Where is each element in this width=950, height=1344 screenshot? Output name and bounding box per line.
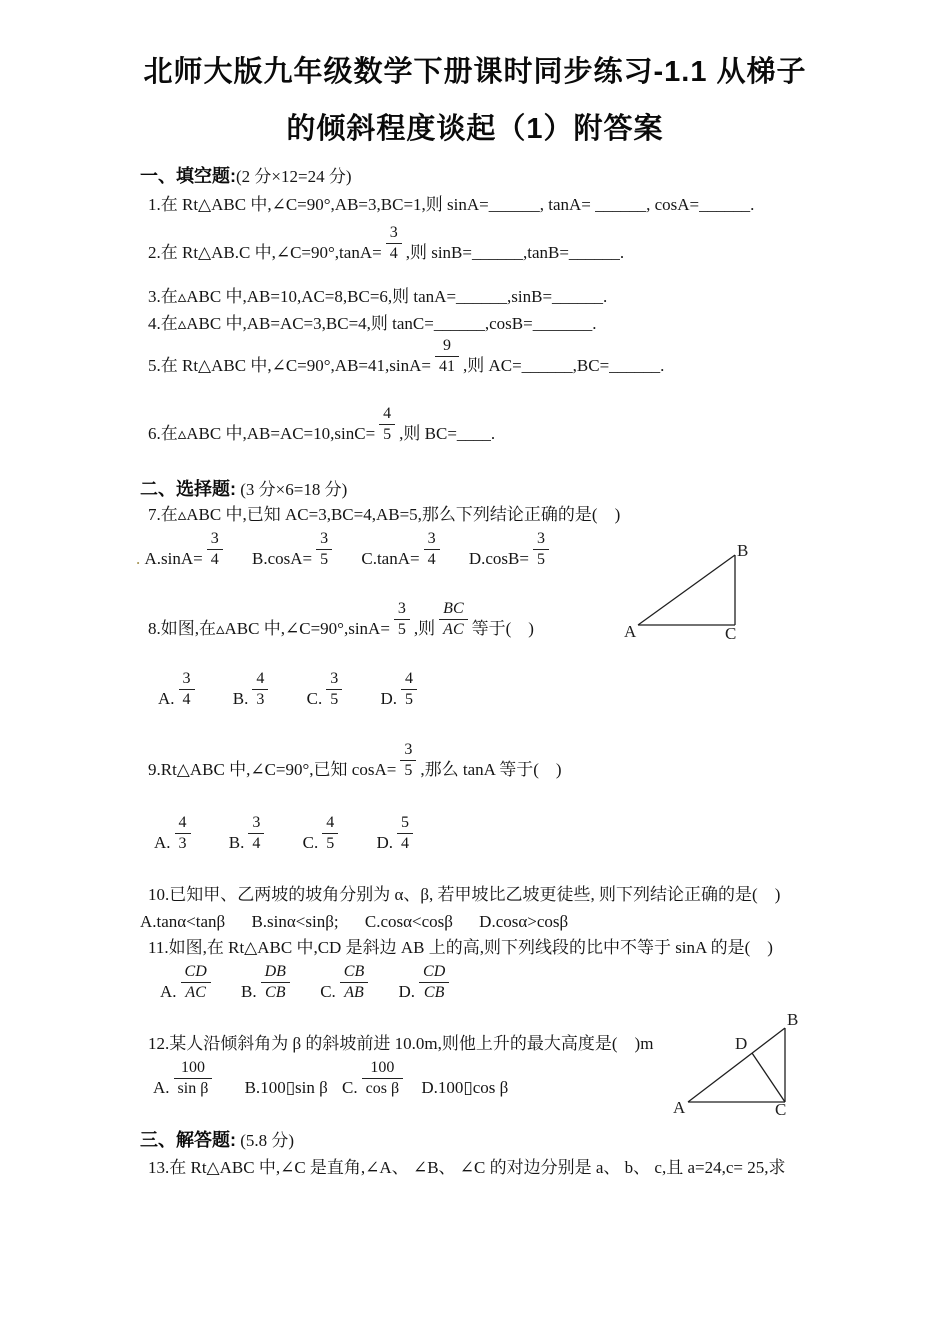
question-4-text: 4.在▵ABC 中,AB=AC=3,BC=4,则 tanC=______,cosB=_______. (148, 314, 597, 333)
fraction: $\frac{CD}{AC}$ (179, 963, 213, 1002)
fraction: $\frac{4}{3}$ (250, 670, 270, 709)
question-9-pre: 9.Rt△ABC 中,∠C=90°,已知 cosA= (148, 760, 397, 779)
fraction: $\frac{CB}{AB}$ (338, 963, 370, 1002)
fraction: $\frac{9}{41}$ (433, 337, 461, 376)
option-d: D.100▯cos β (421, 1078, 509, 1097)
vertex-label-a: A (673, 1098, 686, 1117)
question-11 (148, 935, 900, 961)
fraction: $\frac{100}{\text{cos β}}$ (360, 1059, 405, 1098)
question-5 (148, 337, 900, 379)
option-b: B. $\frac{3}{4}$ (229, 814, 269, 856)
question-11-options (160, 963, 900, 1005)
fraction: $\frac{DB}{CB}$ (259, 963, 292, 1002)
fraction: $\frac{3}{4}$ (384, 224, 404, 263)
option-d: D.cosB= $\frac{3}{5}$ (469, 530, 553, 572)
option-d: D. $\frac{CD}{CB}$ (398, 963, 453, 1005)
section-1-score: (2 分×12=24 分) (236, 167, 352, 186)
question-13 (148, 1155, 900, 1181)
question-6 (148, 405, 900, 447)
question-8-mid: ,则 (413, 619, 436, 638)
vertex-label-c: C (775, 1100, 787, 1119)
question-10-options (140, 909, 900, 935)
vertex-label-a: A (624, 622, 637, 641)
question-9 (148, 741, 900, 783)
fraction: $\frac{3}{5}$ (392, 600, 412, 639)
question-7-options (136, 530, 900, 572)
document-title (0, 44, 950, 158)
question-3-text: 3.在▵ABC 中,AB=10,AC=8,BC=6,则 tanA=______,sinB=______. (148, 287, 608, 306)
question-7-text: 7.在▵ABC 中,已知 AC=3,BC=4,AB=5,那么下列结论正确的是( ) (148, 505, 621, 524)
option-a: A.tanα<tanβ (140, 912, 226, 931)
option-b: B. $\frac{4}{3}$ (233, 670, 273, 712)
option-c: C. $\frac{100}{\text{cos β}}$ (342, 1059, 407, 1101)
option-a: A. $\frac{3}{4}$ (158, 670, 199, 712)
fraction: $\frac{BC}{AC}$ (437, 600, 469, 639)
title-line-2: 的倾斜程度谈起（1）附答案 (286, 113, 664, 145)
question-7 (148, 502, 900, 528)
question-2-post: ,则 sinB=______,tanB=______. (405, 243, 625, 262)
option-b: B.cosA= $\frac{3}{5}$ (252, 530, 336, 572)
option-d: D.cosα>cosβ (479, 912, 569, 931)
section-2-header (140, 477, 900, 502)
fraction: $\frac{3}{5}$ (398, 741, 418, 780)
fraction: $\frac{4}{5}$ (377, 405, 397, 444)
option-c: C. $\frac{CB}{AB}$ (320, 963, 372, 1005)
option-c: C.tanA= $\frac{3}{4}$ (361, 530, 443, 572)
option-a: A. $\frac{4}{3}$ (154, 814, 195, 856)
question-3 (148, 284, 900, 310)
question-1 (148, 192, 900, 218)
triangle-diagram-abcd (655, 1005, 820, 1125)
side-ab (638, 555, 735, 625)
option-c: C.cosα<cosβ (364, 912, 453, 931)
question-5-pre: 5.在 Rt△ABC 中,∠C=90°,AB=41,sinA= (148, 356, 431, 375)
question-9-post: ,那么 tanA 等于( ) (420, 760, 562, 779)
question-10 (148, 882, 900, 908)
question-6-post: ,则 BC=____. (399, 424, 496, 443)
fraction: $\frac{100}{\text{sin β}}$ (172, 1059, 215, 1098)
triangle-diagram-abc (606, 534, 781, 649)
question-8-pre: 8.如图,在▵ABC 中,∠C=90°,sinA= (148, 619, 390, 638)
fraction: $\frac{3}{4}$ (422, 530, 442, 569)
fraction: $\frac{4}{3}$ (173, 814, 193, 853)
question-8 (148, 600, 900, 642)
vertex-label-b: B (787, 1010, 799, 1029)
question-10-text: 10.已知甲、乙两坡的坡角分别为 α、β, 若甲坡比乙坡更徒些, 则下列结论正确的是( ) (148, 885, 781, 904)
fraction: $\frac{3}{4}$ (246, 814, 266, 853)
option-a: A. $\frac{100}{\text{sin β}}$ (153, 1059, 216, 1101)
vertex-label-d: D (735, 1034, 748, 1053)
option-b: B. $\frac{DB}{CB}$ (241, 963, 294, 1005)
question-9-options (154, 814, 900, 856)
section-1-label: 一、填空题: (140, 166, 236, 186)
fraction: $\frac{5}{4}$ (395, 814, 415, 853)
question-2-pre: 2.在 Rt△AB.C 中,∠C=90°,tanA= (148, 243, 382, 262)
section-3-score: (5.8 分) (240, 1131, 295, 1150)
option-d: D. $\frac{4}{5}$ (380, 670, 421, 712)
fraction: $\frac{4}{5}$ (399, 670, 419, 709)
title-line-1: 北师大版九年级数学下册课时同步练习-1.1 从梯子 (143, 56, 807, 88)
section-2-label: 二、选择题: (140, 479, 236, 499)
altitude-dc (752, 1053, 785, 1102)
question-1-text: 1.在 Rt△ABC 中,∠C=90°,AB=3,BC=1,则 sinA=______, tanA= ______, cosA=______. (148, 195, 755, 214)
fraction: $\frac{3}{4}$ (205, 530, 225, 569)
fraction: $\frac{3}{5}$ (314, 530, 334, 569)
fraction: $\frac{CD}{CB}$ (417, 963, 451, 1002)
question-13-text: 13.在 Rt△ABC 中,∠C 是直角,∠A、 ∠B、 ∠C 的对边分别是 a、 b、 c,且 a=24,c= 25,求 (148, 1158, 786, 1177)
vertex-label-b: B (737, 541, 749, 560)
question-6-pre: 6.在▵ABC 中,AB=AC=10,sinC= (148, 424, 376, 443)
section-3-label: 三、解答题: (140, 1130, 236, 1150)
stray-dot: . (136, 549, 141, 568)
option-c: C. $\frac{3}{5}$ (307, 670, 347, 712)
option-b: B.100▯sin β (244, 1078, 328, 1097)
question-4 (148, 311, 900, 337)
vertex-label-c: C (725, 624, 737, 643)
option-c: C. $\frac{4}{5}$ (303, 814, 343, 856)
fraction: $\frac{4}{5}$ (320, 814, 340, 853)
option-d: D. $\frac{5}{4}$ (376, 814, 417, 856)
question-8-options (158, 670, 900, 712)
fraction: $\frac{3}{4}$ (177, 670, 197, 709)
fraction: $\frac{3}{5}$ (531, 530, 551, 569)
question-11-text: 11.如图,在 Rt△ABC 中,CD 是斜边 AB 上的高,则下列线段的比中不等于 sinA 的是( ) (148, 938, 773, 957)
question-8-post: 等于( ) (471, 619, 534, 638)
option-a: A. $\frac{CD}{AC}$ (160, 963, 215, 1005)
option-a: A.sinA= $\frac{3}{4}$ (145, 530, 227, 572)
question-2 (148, 224, 900, 266)
section-2-score: (3 分×6=18 分) (240, 480, 348, 499)
question-5-post: ,则 AC=______,BC=______. (462, 356, 665, 375)
section-3-header (140, 1128, 900, 1153)
section-1-header (140, 164, 900, 189)
fraction: $\frac{3}{5}$ (324, 670, 344, 709)
question-12-text: 12.某人沿倾斜角为 β 的斜坡前进 10.0m,则他上升的最大高度是( )m (148, 1034, 654, 1053)
option-b: B.sinα<sinβ; (251, 912, 339, 931)
